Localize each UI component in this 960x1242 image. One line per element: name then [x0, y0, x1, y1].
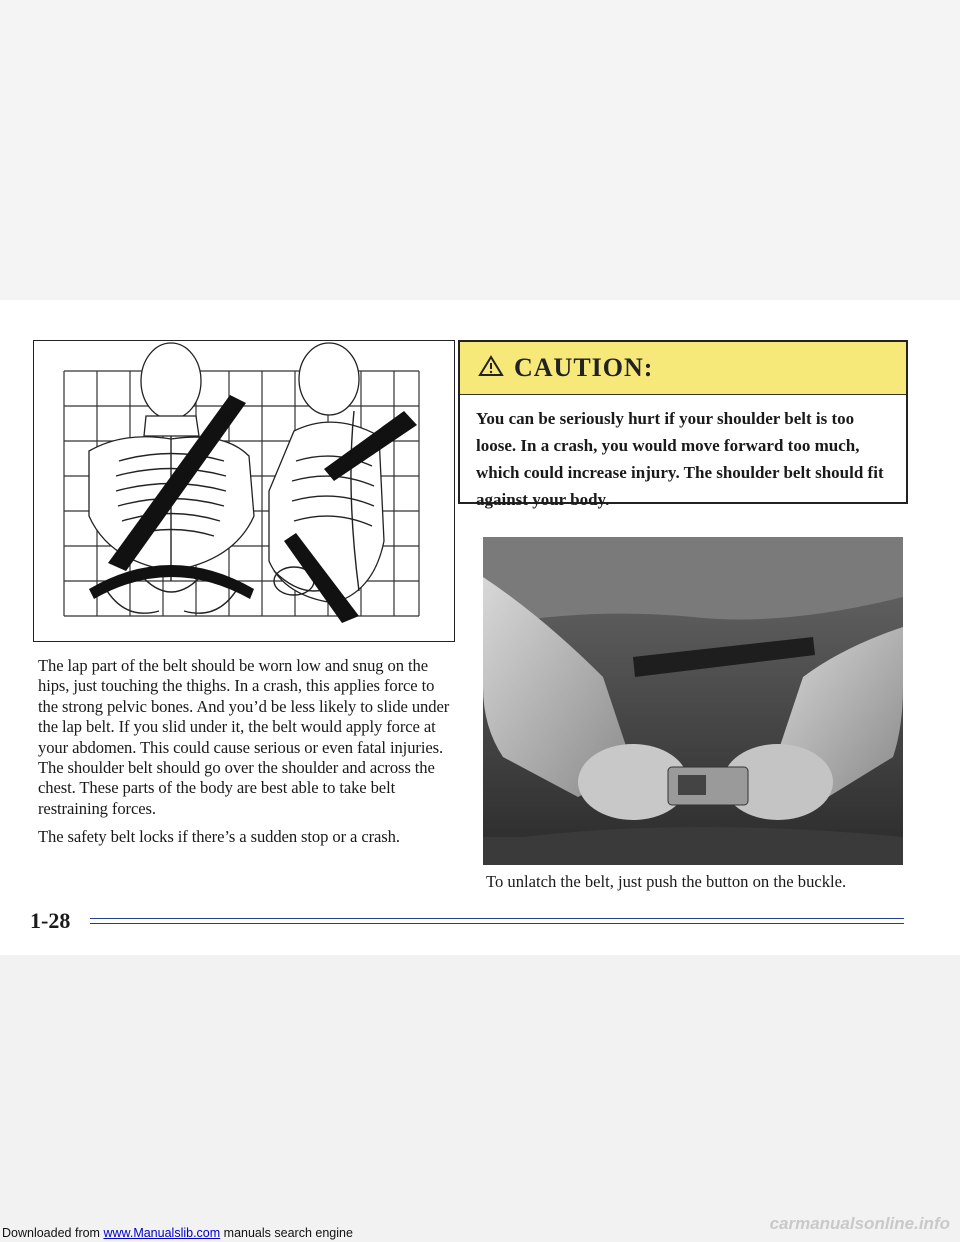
footer-rule: [90, 918, 904, 924]
warning-triangle-icon: [478, 355, 504, 382]
body-text: [38, 656, 458, 856]
caution-text: You can be seriously hurt if your shoulder belt is too loose. In a crash, you would move forward too much, which could increase injury. The shoulder belt should fit against your body.: [476, 409, 884, 509]
caution-header: [460, 342, 906, 395]
buckle-photo: [483, 537, 903, 865]
top-margin: [0, 0, 960, 300]
photo-caption: To unlatch the belt, just push the button on the buckle.: [486, 872, 847, 891]
page-number: 1-28: [30, 908, 71, 933]
download-notice: [2, 1226, 353, 1240]
caution-box: [458, 340, 908, 509]
paragraph-safety-belt-locks: The safety belt locks if there’s a sudden stop or a crash.: [38, 827, 400, 847]
manualslib-link[interactable]: www.Manualslib.com: [103, 1226, 221, 1240]
paragraph-lap-belt: The lap part of the belt should be worn low and snug on the hips, just touching the thighs. In a crash, this applies force to the strong pelvic bones. And you’d be less likely to slide under the lap belt. If you slid under it, the belt would apply force at your abdomen. This could cause serious or even fatal injuries. The shoulder belt should go over the shoulder and across the chest. These parts of the body are best able to take belt restraining forces.: [38, 656, 450, 818]
caution-title: CAUTION:: [514, 353, 654, 382]
download-prefix: Downloaded from: [2, 1226, 100, 1240]
seatbelt-skeleton-illustration: [33, 340, 455, 642]
watermark: carmanualsonline.info: [769, 1214, 950, 1233]
download-suffix: manuals search engine: [223, 1226, 353, 1240]
bottom-margin: [0, 955, 960, 1242]
